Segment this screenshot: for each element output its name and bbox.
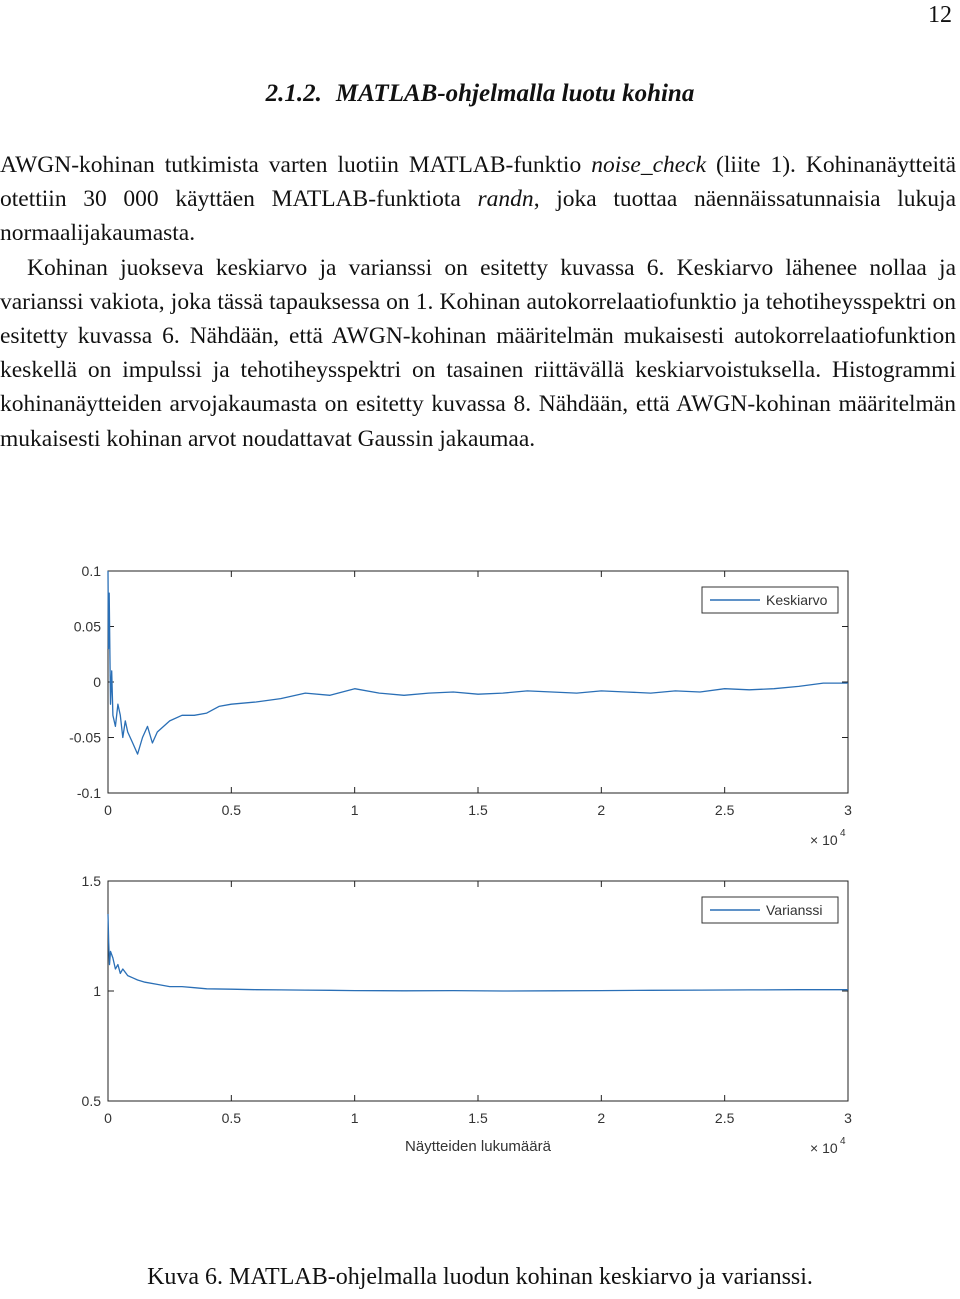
chart-2-x-tick-label: 0.5	[221, 1110, 242, 1126]
chart-2-x-tick-label: 2.5	[714, 1110, 735, 1126]
chart-1-y-tick-label: 0	[93, 674, 101, 690]
chart-1-legend-label: Keskiarvo	[766, 592, 828, 608]
chart-1-x-tick-label: 2	[597, 802, 606, 818]
chart-2-y-tick-label: 1.5	[81, 873, 101, 889]
chart-2-y-tick-label: 0.5	[81, 1093, 101, 1109]
chart-2-x-tick-label: 0	[104, 1110, 112, 1126]
section-number: 2.1.2.	[265, 80, 322, 107]
chart-2-x-tick-label: 1	[350, 1110, 359, 1126]
chart-1-x-tick-label: 2.5	[714, 802, 735, 818]
chart-1-y-tick-label: -0.05	[69, 729, 101, 746]
chart-1-x-tick-label: 0.5	[221, 802, 242, 818]
chart-2-series-line	[108, 914, 848, 991]
chart-2-x-tick-label: 3	[844, 1110, 852, 1126]
chart-1-y-tick-label: 0.1	[81, 563, 101, 579]
figure-6	[60, 555, 880, 1165]
section-heading	[0, 80, 960, 108]
paragraph-1	[0, 148, 956, 251]
chart-1-x-tick-label: 1.5	[468, 802, 488, 818]
paragraph-1-segment-1: AWGN-kohinan tutkimista varten luotiin MATLAB-funktio	[0, 152, 592, 178]
chart-1-x-tick-label: 1	[350, 802, 359, 818]
chart-2-x-tick-label: 1.5	[468, 1110, 488, 1126]
paragraph-1-segment-5: , joka tuottaa näennäissatunnaisia lukuja normaalijakaumasta.	[0, 186, 956, 247]
chart-1-x-tick-label: 3	[844, 802, 852, 818]
chart-2-x-axis-label: Näytteiden lukumäärä	[405, 1138, 551, 1155]
paragraph-2-segment-1: Kohinan juokseva keskiarvo ja varianssi on esitetty kuvassa 6. Keskiarvo lähenee nollaa ja varianssi vakiota, joka tässä tapauksessa on 1. Kohinan autokorrelaatiofunktio ja tehotiheysspektri on esitetty kuvassa 6. Nähdään, että AWGN-kohinan määritelmän mukaisesti autokorrelaatiofunktion keskellä on impulssi ja tehotiheysspektri on tasainen riittävällä keskiarvoistuksella. Histogrammi kohinanäytteiden arvojakaumasta on esitetty kuvassa 8. Nähdään, että AWGN-kohinan määritelmän mukaisesti kohinan arvot noudattavat Gaussin jakaumaa.	[0, 254, 956, 452]
paragraph-1-segment-4: randn	[477, 186, 534, 213]
body-text	[0, 148, 956, 456]
figure-caption: Kuva 6. MATLAB-ohjelmalla luodun kohinan keskiarvo ja varianssi.	[147, 1264, 813, 1290]
chart-2-x-exponent-power: 4	[840, 1136, 846, 1147]
chart-1-y-tick-label: -0.1	[76, 785, 101, 801]
chart-2-x-tick-label: 2	[597, 1110, 606, 1126]
chart-2-y-tick-label: 1	[93, 983, 101, 999]
page-number: 12	[928, 2, 952, 28]
chart-1-x-exponent-power: 4	[840, 828, 846, 839]
paragraph-1-segment-3: (liite 1). Kohinanäytteitä otettiin 30 000 käyttäen MATLAB-funktiota	[0, 152, 956, 213]
chart-2-x-exponent-label: × 10	[810, 1140, 838, 1156]
figure-charts	[60, 555, 880, 1165]
chart-1-x-exponent-label: × 10	[810, 832, 838, 848]
chart-2-legend-label: Varianssi	[766, 902, 823, 918]
chart-1-x-tick-label: 0	[104, 802, 112, 818]
paragraph-1-segment-2: noise_check	[591, 152, 707, 178]
paragraph-2	[0, 251, 956, 456]
section-title: MATLAB-ohjelmalla luotu kohina	[335, 80, 695, 107]
chart-1-y-tick-label: 0.05	[73, 618, 101, 635]
